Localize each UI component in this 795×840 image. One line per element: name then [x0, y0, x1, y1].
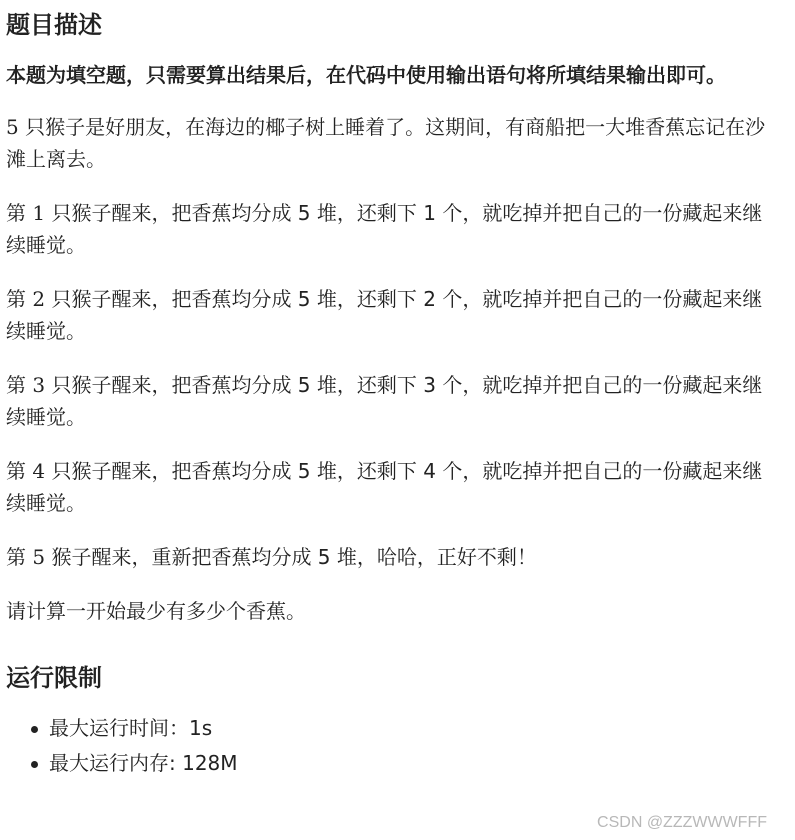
- monkey-5-paragraph: 第 5 猴子醒来，重新把香蕉均分成 5 堆，哈哈，正好不剩！: [6, 545, 537, 569]
- story-paragraph: 5 只猴子是好朋友，在海边的椰子树上睡着了。这期间，有商船把一大堆香蕉忘记在沙滩上离去。: [6, 115, 766, 171]
- monkey-3-paragraph: 第 3 只猴子醒来，把香蕉均分成 5 堆，还剩下 3 个，就吃掉并把自己的一份藏起来继续睡觉。: [6, 373, 763, 429]
- section-title-description: 题目描述: [6, 11, 102, 39]
- csdn-watermark: CSDN @ZZZWWWFFF: [597, 814, 767, 831]
- problem-content: [6, 0, 776, 781]
- fill-in-note: 本题为填空题，只需要算出结果后，在代码中使用输出语句将所填结果输出即可。: [6, 63, 726, 87]
- limits-list: [6, 711, 776, 781]
- section-title-limits: 运行限制: [6, 664, 102, 692]
- monkey-1-paragraph: 第 1 只猴子醒来，把香蕉均分成 5 堆，还剩下 1 个，就吃掉并把自己的一份藏起来继续睡觉。: [6, 201, 763, 257]
- monkey-4-paragraph: 第 4 只猴子醒来，把香蕉均分成 5 堆，还剩下 4 个，就吃掉并把自己的一份藏起来继续睡觉。: [6, 459, 763, 515]
- question-paragraph: 请计算一开始最少有多少个香蕉。: [6, 599, 306, 623]
- list-item-time-limit: 最大运行时间：1s: [49, 711, 776, 746]
- monkey-2-paragraph: 第 2 只猴子醒来，把香蕉均分成 5 堆，还剩下 2 个，就吃掉并把自己的一份藏起来继续睡觉。: [6, 287, 763, 343]
- list-item-memory-limit: 最大运行内存: 128M: [49, 746, 776, 781]
